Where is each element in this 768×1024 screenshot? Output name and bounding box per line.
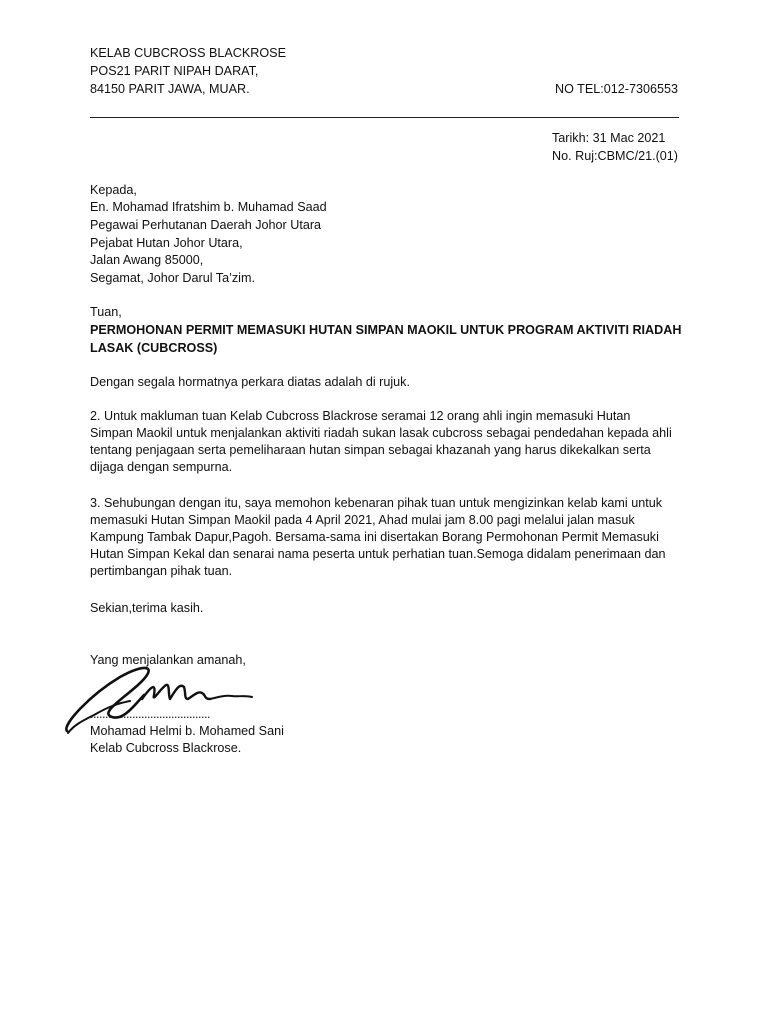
body-paragraph-3: 3. Sehubungan dengan itu, saya memohon kebenaran pihak tuan untuk mengizinkan kelab kami untuk memasuki Hutan Simpan Maokil pada 4 April 2021, Ahad mulai jam 8.00 pagi melalui jalan masuk Kampung Tambak Dapur,Pagoh. Bersama-sama ini disertakan Borang Permohonan Permit Memasuki Hutan Simpan Kekal dan senarai nama peserta untuk perhatian tuan.Semoga didalam penerimaan dan pertimbangan pihak tuan. (90, 496, 666, 578)
subject-line1: PERMOHONAN PERMIT MEMASUKI HUTAN SIMPAN MAOKIL UNTUK PROGRAM AKTIVITI RIADAH (90, 323, 682, 337)
sender-address-line2: 84150 PARIT JAWA, MUAR. (90, 82, 250, 96)
subject-line2: LASAK (CUBCROSS) (90, 341, 218, 355)
body-paragraph-1: Dengan segala hormatnya perkara diatas adalah di rujuk. (90, 375, 410, 389)
letter-reference: No. Ruj:CBMC/21.(01) (552, 149, 678, 163)
signature-dotted-line: ........................................ (90, 707, 210, 721)
body-paragraph-2: 2. Untuk makluman tuan Kelab Cubcross Blackrose seramai 12 orang ahli ingin memasuki Hutan Simpan Maokil untuk menjalankan aktiviti riadah sukan lasak cubcross sebagai pendedahan kepada ahli tentang penjagaan serta pemeliharaan hutan simpan sebagai khazanah yang harus dikekalkan serta dijaga dengan sempurna. (90, 409, 672, 474)
sender-club-name: KELAB CUBCROSS BLACKROSE (90, 46, 286, 60)
salutation: Tuan, (90, 305, 122, 319)
recipient-street: Jalan Awang 85000, (90, 253, 204, 267)
recipient-office: Pejabat Hutan Johor Utara, (90, 236, 243, 250)
sender-phone: NO TEL:012-7306553 (555, 82, 678, 96)
recipient-title: Pegawai Perhutanan Daerah Johor Utara (90, 218, 322, 232)
recipient-city: Segamat, Johor Darul Ta’zim. (90, 271, 255, 285)
closing-remark: Sekian,terima kasih. (90, 601, 204, 615)
signer-name: Mohamad Helmi b. Mohamed Sani (90, 724, 284, 738)
letterhead-divider (90, 117, 679, 118)
signoff-yours: Yang menjalankan amanah, (90, 653, 246, 667)
sender-address-line1: POS21 PARIT NIPAH DARAT, (90, 64, 259, 78)
letter-date: Tarikh: 31 Mac 2021 (552, 131, 666, 145)
recipient-name: En. Mohamad Ifratshim b. Muhamad Saad (90, 200, 327, 214)
recipient-to-label: Kepada, (90, 183, 137, 197)
signer-organization: Kelab Cubcross Blackrose. (90, 741, 242, 755)
